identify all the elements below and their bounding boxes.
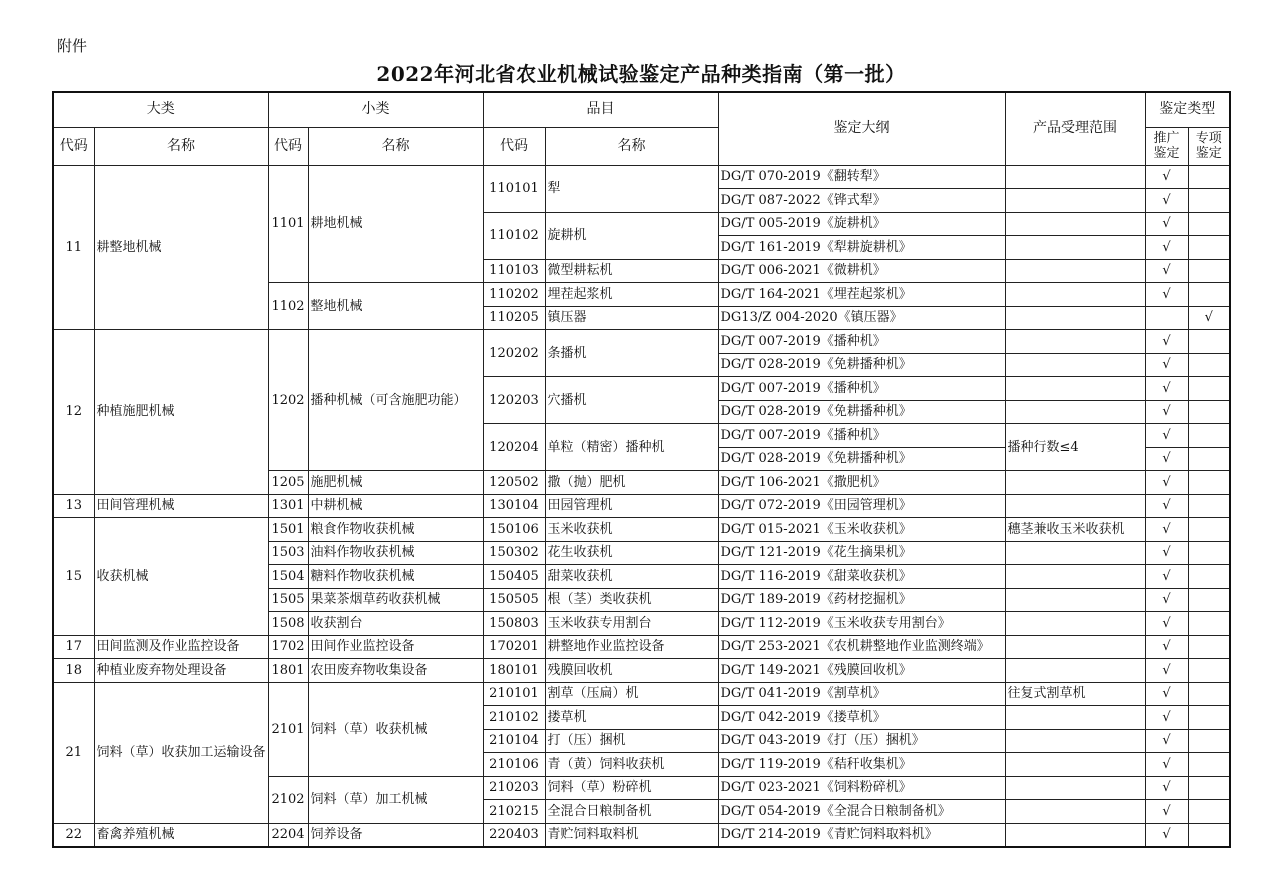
item-code-cell: 170201 <box>483 635 545 659</box>
item-code-cell: 220403 <box>483 823 545 847</box>
minor-code-cell: 2102 <box>268 776 308 823</box>
minor-name-cell: 农田废弃物收集设备 <box>308 659 483 683</box>
minor-name-cell: 粮食作物收获机械 <box>308 518 483 542</box>
special-check-cell <box>1188 682 1230 706</box>
minor-name-cell: 收获割台 <box>308 612 483 636</box>
special-check-cell <box>1188 635 1230 659</box>
major-name-cell: 收获机械 <box>94 518 268 636</box>
promotion-check-cell: √ <box>1145 400 1188 424</box>
special-check-cell: √ <box>1188 306 1230 330</box>
minor-code-cell: 1801 <box>268 659 308 683</box>
minor-code-cell: 1504 <box>268 565 308 589</box>
minor-name-cell: 耕地机械 <box>308 165 483 283</box>
major-name-cell: 畜禽养殖机械 <box>94 823 268 847</box>
minor-code-cell: 1503 <box>268 541 308 565</box>
table-row <box>53 659 1230 683</box>
item-name-cell: 犁 <box>545 165 718 212</box>
outline-cell: DG/T 007-2019《播种机》 <box>718 377 1005 401</box>
item-name-cell: 饲料（草）粉碎机 <box>545 776 718 800</box>
outline-cell: DG13/Z 004-2020《镇压器》 <box>718 306 1005 330</box>
major-code-cell: 22 <box>53 823 94 847</box>
item-code-cell: 210215 <box>483 800 545 824</box>
minor-code-cell: 1301 <box>268 494 308 518</box>
item-code-cell: 120502 <box>483 471 545 495</box>
scope-cell <box>1005 612 1145 636</box>
item-name-cell: 耕整地作业监控设备 <box>545 635 718 659</box>
header-item: 品目 <box>483 92 718 127</box>
scope-cell: 播种行数≤4 <box>1005 424 1145 471</box>
scope-cell: 往复式割草机 <box>1005 682 1145 706</box>
special-check-cell <box>1188 800 1230 824</box>
item-name-cell: 微型耕耘机 <box>545 259 718 283</box>
scope-cell <box>1005 635 1145 659</box>
table-row <box>53 682 1230 706</box>
outline-cell: DG/T 106-2021《撒肥机》 <box>718 471 1005 495</box>
scope-cell <box>1005 212 1145 236</box>
promotion-check-cell: √ <box>1145 377 1188 401</box>
scope-cell <box>1005 471 1145 495</box>
table-row <box>53 518 1230 542</box>
item-name-cell: 穴播机 <box>545 377 718 424</box>
outline-cell: DG/T 072-2019《田园管理机》 <box>718 494 1005 518</box>
minor-name-cell: 果菜茶烟草药收获机械 <box>308 588 483 612</box>
special-check-cell <box>1188 447 1230 471</box>
promotion-check-cell <box>1145 306 1188 330</box>
scope-cell <box>1005 659 1145 683</box>
item-name-cell: 青贮饲料取料机 <box>545 823 718 847</box>
promotion-check-cell: √ <box>1145 165 1188 189</box>
minor-name-cell: 中耕机械 <box>308 494 483 518</box>
scope-cell <box>1005 729 1145 753</box>
special-check-cell <box>1188 212 1230 236</box>
header-item-name: 名称 <box>545 127 718 165</box>
special-check-cell <box>1188 165 1230 189</box>
header-major-code: 代码 <box>53 127 94 165</box>
scope-cell <box>1005 377 1145 401</box>
table-row <box>53 635 1230 659</box>
promotion-check-cell: √ <box>1145 518 1188 542</box>
header-minor: 小类 <box>268 92 483 127</box>
table-row <box>53 330 1230 354</box>
header-appraisal-type: 鉴定类型 <box>1145 92 1230 127</box>
scope-cell <box>1005 306 1145 330</box>
header-minor-code: 代码 <box>268 127 308 165</box>
header-outline: 鉴定大纲 <box>718 92 1005 165</box>
document-title: 2022年河北省农业机械试验鉴定产品种类指南（第一批） <box>376 62 906 86</box>
special-check-cell <box>1188 541 1230 565</box>
promotion-check-cell: √ <box>1145 471 1188 495</box>
special-check-cell <box>1188 400 1230 424</box>
outline-cell: DG/T 054-2019《全混合日粮制备机》 <box>718 800 1005 824</box>
promotion-check-cell: √ <box>1145 635 1188 659</box>
special-check-cell <box>1188 753 1230 777</box>
item-name-cell: 搂草机 <box>545 706 718 730</box>
scope-cell: 穗茎兼收玉米收获机 <box>1005 518 1145 542</box>
outline-cell: DG/T 087-2022《铧式犁》 <box>718 189 1005 213</box>
outline-cell: DG/T 121-2019《花生摘果机》 <box>718 541 1005 565</box>
scope-cell <box>1005 753 1145 777</box>
item-name-cell: 镇压器 <box>545 306 718 330</box>
item-code-cell: 210102 <box>483 706 545 730</box>
minor-name-cell: 整地机械 <box>308 283 483 330</box>
header-scope: 产品受理范围 <box>1005 92 1145 165</box>
item-name-cell: 玉米收获专用割台 <box>545 612 718 636</box>
minor-code-cell: 2204 <box>268 823 308 847</box>
promotion-check-cell: √ <box>1145 729 1188 753</box>
item-name-cell: 割草（压扁）机 <box>545 682 718 706</box>
major-name-cell: 田间管理机械 <box>94 494 268 518</box>
major-name-cell: 种植施肥机械 <box>94 330 268 495</box>
promotion-check-cell: √ <box>1145 753 1188 777</box>
item-code-cell: 120202 <box>483 330 545 377</box>
scope-cell <box>1005 494 1145 518</box>
scope-cell <box>1005 283 1145 307</box>
minor-name-cell: 田间作业监控设备 <box>308 635 483 659</box>
item-name-cell: 撒（抛）肥机 <box>545 471 718 495</box>
major-name-cell: 耕整地机械 <box>94 165 268 330</box>
promotion-check-cell: √ <box>1145 823 1188 847</box>
outline-cell: DG/T 015-2021《玉米收获机》 <box>718 518 1005 542</box>
outline-cell: DG/T 214-2019《青贮饲料取料机》 <box>718 823 1005 847</box>
item-code-cell: 120204 <box>483 424 545 471</box>
minor-code-cell: 1508 <box>268 612 308 636</box>
item-name-cell: 甜菜收获机 <box>545 565 718 589</box>
minor-code-cell: 1101 <box>268 165 308 283</box>
special-check-cell <box>1188 353 1230 377</box>
minor-name-cell: 饲料（草）加工机械 <box>308 776 483 823</box>
item-name-cell: 青（黄）饲料收获机 <box>545 753 718 777</box>
major-code-cell: 13 <box>53 494 94 518</box>
outline-cell: DG/T 006-2021《微耕机》 <box>718 259 1005 283</box>
special-check-cell <box>1188 823 1230 847</box>
outline-cell: DG/T 119-2019《秸秆收集机》 <box>718 753 1005 777</box>
item-code-cell: 110101 <box>483 165 545 212</box>
special-check-cell <box>1188 776 1230 800</box>
header-major: 大类 <box>53 92 268 127</box>
item-code-cell: 150405 <box>483 565 545 589</box>
promotion-check-cell: √ <box>1145 800 1188 824</box>
item-name-cell: 打（压）捆机 <box>545 729 718 753</box>
scope-cell <box>1005 541 1145 565</box>
item-code-cell: 150803 <box>483 612 545 636</box>
scope-cell <box>1005 823 1145 847</box>
major-name-cell: 饲料（草）收获加工运输设备 <box>94 682 268 823</box>
promotion-check-cell: √ <box>1145 776 1188 800</box>
table-row <box>53 494 1230 518</box>
item-code-cell: 130104 <box>483 494 545 518</box>
item-code-cell: 110103 <box>483 259 545 283</box>
outline-cell: DG/T 007-2019《播种机》 <box>718 424 1005 448</box>
minor-code-cell: 1102 <box>268 283 308 330</box>
outline-cell: DG/T 164-2021《埋茬起浆机》 <box>718 283 1005 307</box>
scope-cell <box>1005 776 1145 800</box>
promotion-check-cell: √ <box>1145 283 1188 307</box>
outline-cell: DG/T 005-2019《旋耕机》 <box>718 212 1005 236</box>
minor-code-cell: 1505 <box>268 588 308 612</box>
promotion-check-cell: √ <box>1145 259 1188 283</box>
outline-cell: DG/T 043-2019《打（压）捆机》 <box>718 729 1005 753</box>
major-name-cell: 种植业废弃物处理设备 <box>94 659 268 683</box>
promotion-check-cell: √ <box>1145 659 1188 683</box>
outline-cell: DG/T 149-2021《残膜回收机》 <box>718 659 1005 683</box>
scope-cell <box>1005 565 1145 589</box>
special-check-cell <box>1188 659 1230 683</box>
special-check-cell <box>1188 729 1230 753</box>
item-name-cell: 根（茎）类收获机 <box>545 588 718 612</box>
scope-cell <box>1005 165 1145 189</box>
product-category-table <box>52 91 1231 848</box>
minor-code-cell: 1205 <box>268 471 308 495</box>
outline-cell: DG/T 161-2019《犁耕旋耕机》 <box>718 236 1005 260</box>
outline-cell: DG/T 042-2019《搂草机》 <box>718 706 1005 730</box>
minor-name-cell: 油料作物收获机械 <box>308 541 483 565</box>
item-name-cell: 单粒（精密）播种机 <box>545 424 718 471</box>
promotion-check-cell: √ <box>1145 612 1188 636</box>
special-check-cell <box>1188 494 1230 518</box>
outline-cell: DG/T 070-2019《翻转犁》 <box>718 165 1005 189</box>
table-row <box>53 165 1230 189</box>
scope-cell <box>1005 353 1145 377</box>
promotion-check-cell: √ <box>1145 236 1188 260</box>
outline-cell: DG/T 041-2019《割草机》 <box>718 682 1005 706</box>
minor-name-cell: 饲料（草）收获机械 <box>308 682 483 776</box>
scope-cell <box>1005 706 1145 730</box>
major-code-cell: 21 <box>53 682 94 823</box>
item-code-cell: 180101 <box>483 659 545 683</box>
item-code-cell: 150505 <box>483 588 545 612</box>
outline-cell: DG/T 028-2019《免耕播种机》 <box>718 353 1005 377</box>
table-row <box>53 823 1230 847</box>
item-name-cell: 残膜回收机 <box>545 659 718 683</box>
minor-name-cell: 糖料作物收获机械 <box>308 565 483 589</box>
major-code-cell: 11 <box>53 165 94 330</box>
header-promotion: 推广鉴定 <box>1145 127 1188 165</box>
outline-cell: DG/T 028-2019《免耕播种机》 <box>718 447 1005 471</box>
promotion-check-cell: √ <box>1145 447 1188 471</box>
item-name-cell: 全混合日粮制备机 <box>545 800 718 824</box>
item-name-cell: 埋茬起浆机 <box>545 283 718 307</box>
promotion-check-cell: √ <box>1145 494 1188 518</box>
header-item-code: 代码 <box>483 127 545 165</box>
scope-cell <box>1005 800 1145 824</box>
special-check-cell <box>1188 377 1230 401</box>
attachment-label: 附件 <box>57 37 88 55</box>
scope-cell <box>1005 259 1145 283</box>
promotion-check-cell: √ <box>1145 330 1188 354</box>
item-name-cell: 旋耕机 <box>545 212 718 259</box>
special-check-cell <box>1188 588 1230 612</box>
promotion-check-cell: √ <box>1145 189 1188 213</box>
scope-cell <box>1005 588 1145 612</box>
promotion-check-cell: √ <box>1145 424 1188 448</box>
special-check-cell <box>1188 471 1230 495</box>
header-major-name: 名称 <box>94 127 268 165</box>
outline-cell: DG/T 023-2021《饲料粉碎机》 <box>718 776 1005 800</box>
item-name-cell: 花生收获机 <box>545 541 718 565</box>
minor-code-cell: 2101 <box>268 682 308 776</box>
promotion-check-cell: √ <box>1145 353 1188 377</box>
item-code-cell: 150106 <box>483 518 545 542</box>
special-check-cell <box>1188 330 1230 354</box>
special-check-cell <box>1188 706 1230 730</box>
outline-cell: DG/T 189-2019《药材挖掘机》 <box>718 588 1005 612</box>
outline-cell: DG/T 112-2019《玉米收获专用割台》 <box>718 612 1005 636</box>
promotion-check-cell: √ <box>1145 706 1188 730</box>
major-code-cell: 17 <box>53 635 94 659</box>
outline-cell: DG/T 007-2019《播种机》 <box>718 330 1005 354</box>
special-check-cell <box>1188 612 1230 636</box>
scope-cell <box>1005 189 1145 213</box>
minor-name-cell: 饲养设备 <box>308 823 483 847</box>
scope-cell <box>1005 236 1145 260</box>
minor-name-cell: 播种机械（可含施肥功能） <box>308 330 483 471</box>
item-name-cell: 田园管理机 <box>545 494 718 518</box>
item-code-cell: 210104 <box>483 729 545 753</box>
outline-cell: DG/T 253-2021《农机耕整地作业监测终端》 <box>718 635 1005 659</box>
scope-cell <box>1005 330 1145 354</box>
item-code-cell: 210101 <box>483 682 545 706</box>
item-name-cell: 玉米收获机 <box>545 518 718 542</box>
item-code-cell: 120203 <box>483 377 545 424</box>
scope-cell <box>1005 400 1145 424</box>
header-special: 专项鉴定 <box>1188 127 1230 165</box>
promotion-check-cell: √ <box>1145 682 1188 706</box>
promotion-check-cell: √ <box>1145 565 1188 589</box>
special-check-cell <box>1188 283 1230 307</box>
outline-cell: DG/T 116-2019《甜菜收获机》 <box>718 565 1005 589</box>
outline-cell: DG/T 028-2019《免耕播种机》 <box>718 400 1005 424</box>
item-code-cell: 150302 <box>483 541 545 565</box>
item-code-cell: 110102 <box>483 212 545 259</box>
item-name-cell: 条播机 <box>545 330 718 377</box>
item-code-cell: 110205 <box>483 306 545 330</box>
minor-code-cell: 1202 <box>268 330 308 471</box>
major-code-cell: 12 <box>53 330 94 495</box>
minor-name-cell: 施肥机械 <box>308 471 483 495</box>
promotion-check-cell: √ <box>1145 212 1188 236</box>
item-code-cell: 210203 <box>483 776 545 800</box>
special-check-cell <box>1188 565 1230 589</box>
promotion-check-cell: √ <box>1145 541 1188 565</box>
minor-code-cell: 1702 <box>268 635 308 659</box>
major-code-cell: 18 <box>53 659 94 683</box>
special-check-cell <box>1188 424 1230 448</box>
item-code-cell: 210106 <box>483 753 545 777</box>
minor-code-cell: 1501 <box>268 518 308 542</box>
header-minor-name: 名称 <box>308 127 483 165</box>
item-code-cell: 110202 <box>483 283 545 307</box>
promotion-check-cell: √ <box>1145 588 1188 612</box>
major-code-cell: 15 <box>53 518 94 636</box>
special-check-cell <box>1188 518 1230 542</box>
special-check-cell <box>1188 236 1230 260</box>
major-name-cell: 田间监测及作业监控设备 <box>94 635 268 659</box>
special-check-cell <box>1188 259 1230 283</box>
special-check-cell <box>1188 189 1230 213</box>
